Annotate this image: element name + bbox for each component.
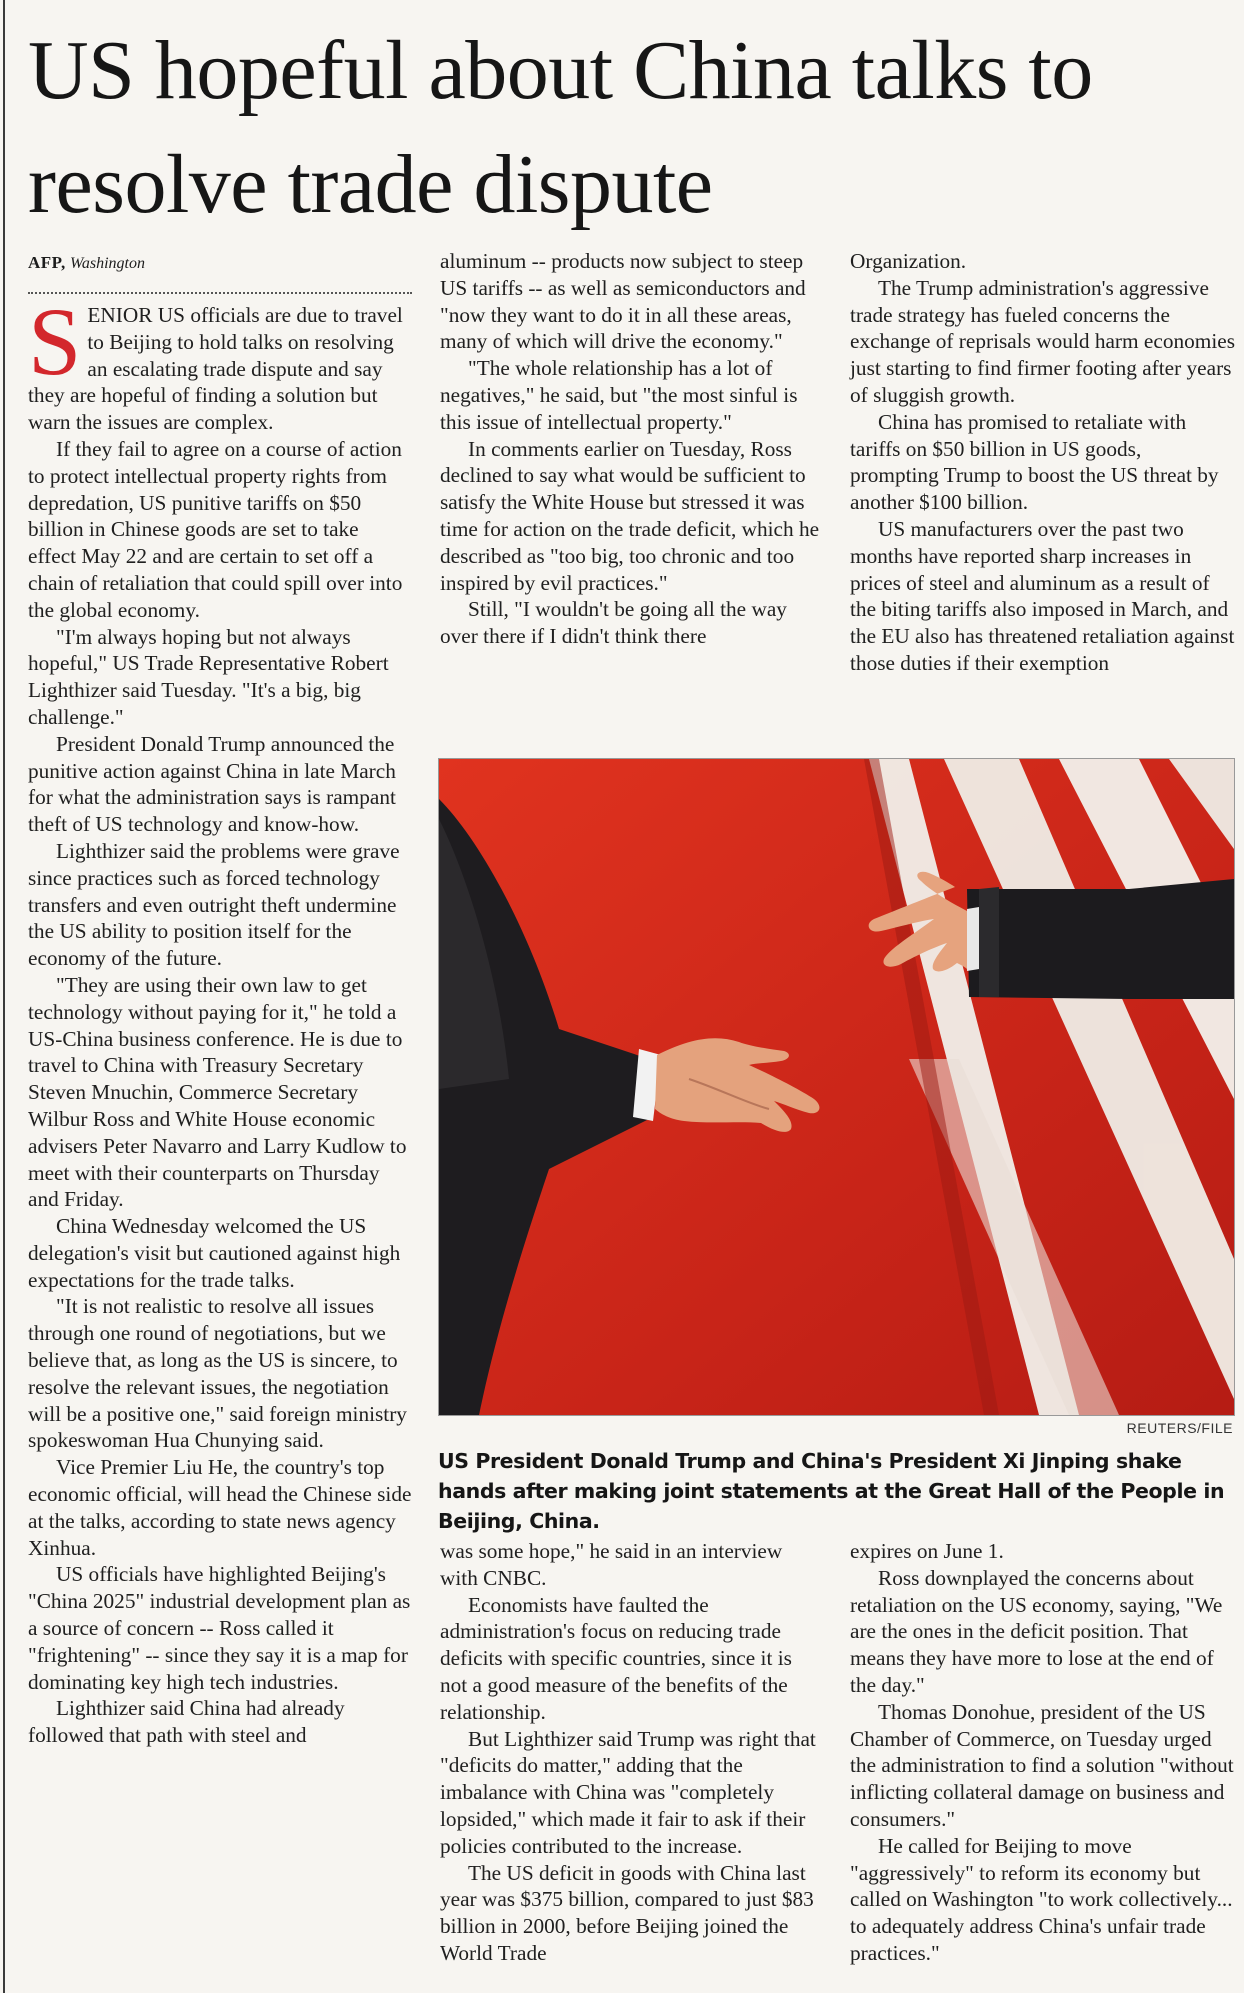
photo-caption: US President Donald Trump and China's President Xi Jinping shake hands after making joint statements at the Great Hall of the People in Beijing, China. xyxy=(438,1449,1225,1533)
paragraph: Still, "I wouldn't be going all the way over there if I didn't think there xyxy=(440,597,787,649)
paragraph: SENIOR US officials are due to travel to Beijing to hold talks on resolving an escalating trade dispute and say they are hopeful of finding a solution but warn the issues are complex. xyxy=(28,288,403,435)
article-column-2-bottom xyxy=(440,1538,820,1967)
paragraph: President Donald Trump announced the punitive action against China in late March for what the administration says is rampant theft of US technology and know-how. xyxy=(28,731,396,837)
paragraph: China Wednesday welcomed the US delegation's visit but cautioned against high expectations for the trade talks. xyxy=(28,1214,401,1292)
byline-divider xyxy=(28,292,412,294)
paragraph: In comments earlier on Tuesday, Ross declined to say what would be sufficient to satisfy the White House but stressed it was time for action on the trade deficit, which he described as "too big, too chronic and too inspired by evil practices." xyxy=(440,436,820,595)
paragraph: US officials have highlighted Beijing's "China 2025" industrial development plan as a source of concern -- Ross called it "frightening" -- since they say it is a map for dominating key high tech industries. xyxy=(28,1562,411,1694)
paragraph: But Lighthizer said Trump was right that "deficits do matter," adding that the imbalance with China was "completely lopsided," which made it fair to ask if their policies contributed to the increase. xyxy=(440,1726,816,1858)
photo-credit: REUTERS/FILE xyxy=(1126,1420,1233,1436)
article-column-2-top xyxy=(440,248,820,650)
article-column-1 xyxy=(28,288,412,1749)
paragraph: aluminum -- products now subject to steep US tariffs -- as well as semiconductors and "now they want to do it in all these areas, many of which will drive the economy." xyxy=(440,249,806,354)
paragraph: expires on June 1. xyxy=(850,1539,1004,1563)
paragraph: "They are using their own law to get technology without paying for it," he told a US-China business conference. He is due to travel to China with Treasury Secretary Steven Mnuchin, Commerce Secretary Wilbur Ross and White House economic advisers Peter Navarro and Larry Kudlow to meet with their counterparts on Thursday and Friday. xyxy=(28,972,407,1212)
byline xyxy=(28,252,412,275)
article-column-3-bottom xyxy=(850,1538,1235,1967)
paragraph: He called for Beijing to move "aggressively" to reform its economy but called on Washington "to work collectively... to adequately address China's unfair trade practices." xyxy=(850,1833,1233,1965)
paragraph: Ross downplayed the concerns about retaliation on the US economy, saying, "We are the ones in the deficit position. That means they have more to lose at the end of the day." xyxy=(850,1565,1223,1697)
paragraph: Lighthizer said China had already followed that path with steel and xyxy=(28,1696,345,1748)
paragraph: The Trump administration's aggressive trade strategy has fueled concerns the exchange of reprisals would harm economies just starting to find firmer footing after years of sluggish growth. xyxy=(850,275,1235,407)
article-column-3-top xyxy=(850,248,1235,677)
paragraph: was some hope," he said in an interview with CNBC. xyxy=(440,1539,783,1590)
paragraph: "The whole relationship has a lot of negatives," he said, but "the most sinful is this issue of intellectual property." xyxy=(440,356,798,434)
paragraph: The US deficit in goods with China last year was $375 billion, compared to just $83 billion in 2000, before Beijing joined the World Trade xyxy=(440,1860,814,1965)
paragraph: "It is not realistic to resolve all issues through one round of negotiations, but we believe that, as long as the US is sincere, to resolve the relevant issues, the negotiation will be a positive one," said foreign ministry spokeswoman Hua Chunying said. xyxy=(28,1294,407,1453)
handshake-photo xyxy=(438,758,1235,1416)
handshake-illustration xyxy=(439,759,1234,1415)
paragraph: China has promised to retaliate with tariffs on $50 billion in US goods, prompting Trump to boost the US threat by another $100 billion. xyxy=(850,409,1219,515)
byline-agency: AFP, xyxy=(28,253,66,272)
paragraph: US manufacturers over the past two months have reported sharp increases in prices of steel and aluminum as a result of the biting tariffs also imposed in March, and the EU also has threatened retaliation against those duties if their exemption xyxy=(850,516,1235,675)
drop-cap: S xyxy=(28,288,82,395)
paragraph: "I'm always hoping but not always hopeful," US Trade Representative Robert Lighthizer said Tuesday. "It's a big, big challenge." xyxy=(28,624,389,729)
headline: US hopeful about China talks to resolve trade dispute xyxy=(28,24,1093,231)
paragraph: Lighthizer said the problems were grave since practices such as forced technology transfers and even outright theft undermine the US ability to position itself for the economy of the future. xyxy=(28,838,400,971)
paragraph: If they fail to agree on a course of action to protect intellectual property rights from depredation, US punitive tariffs on $50 billion in Chinese goods are set to take effect May 22 and are certain to set off a chain of retaliation that could spill over into the global economy. xyxy=(28,436,403,622)
paragraph: Vice Premier Liu He, the country's top economic official, will head the Chinese side at the talks, according to state news agency Xinhua. xyxy=(28,1455,412,1560)
byline-location: Washington xyxy=(70,255,145,272)
page-left-rule xyxy=(3,0,5,1993)
paragraph: Organization. xyxy=(850,249,967,273)
paragraph: Economists have faulted the administration's focus on reducing trade deficits with specific countries, since it is not a good measure of the benefits of the relationship. xyxy=(440,1592,792,1724)
paragraph: Thomas Donohue, president of the US Chamber of Commerce, on Tuesday urged the administration to find a solution "without inflicting collateral damage on business and consumers." xyxy=(850,1699,1234,1831)
